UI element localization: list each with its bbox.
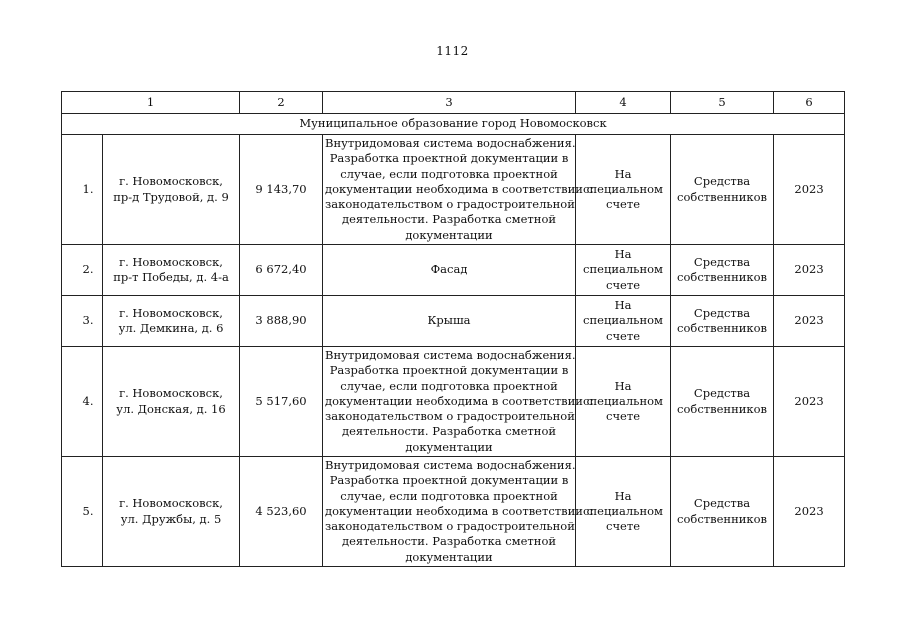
work-type-line: Разработка проектной документации в xyxy=(329,473,569,488)
funding-source-line: собственников xyxy=(677,189,767,204)
year-cell: 2023 xyxy=(774,135,845,245)
year-cell: 2023 xyxy=(774,245,845,296)
funding-source-line: Средства xyxy=(693,254,751,269)
work-type-line: случае, если подготовка проектной xyxy=(340,378,558,393)
address-line: пр-д Трудовой, д. 9 xyxy=(113,189,229,204)
header-cell-3: 3 xyxy=(323,92,576,114)
funding-source-line: Средства xyxy=(693,174,751,189)
table-row xyxy=(62,347,845,457)
work-type-line: документации xyxy=(405,439,493,454)
work-type-line: Разработка проектной документации в xyxy=(329,151,569,166)
header-cell-6: 6 xyxy=(774,92,845,114)
funding-source-line: собственников xyxy=(677,270,767,284)
account-type-line: счете xyxy=(606,197,641,212)
funding-source-cell xyxy=(671,457,774,567)
address-cell xyxy=(103,457,240,567)
header-cell-4: 4 xyxy=(576,92,671,114)
address-line: г. Новомосковск, xyxy=(119,254,223,269)
address-line: ул. Донская, д. 16 xyxy=(116,401,226,416)
account-type-line: На xyxy=(614,298,632,313)
work-type-line: Внутридомовая система водоснабжения. xyxy=(325,348,576,363)
work-type-line: Разработка проектной документации в xyxy=(329,363,569,378)
address-line: г. Новомосковск, xyxy=(119,174,223,189)
work-type-line: Внутридомовая система водоснабжения. xyxy=(325,136,576,151)
area-cell: 5 517,60 xyxy=(240,347,323,457)
address-line: г. Новомосковск, xyxy=(119,496,223,511)
funding-source-line: собственников xyxy=(677,321,767,335)
account-type-cell xyxy=(576,457,671,567)
area-cell: 6 672,40 xyxy=(240,245,323,296)
address-cell xyxy=(103,347,240,457)
header-cell-5: 5 xyxy=(671,92,774,114)
account-type-line: специальном xyxy=(583,313,663,328)
account-type-line: специальном xyxy=(583,393,663,408)
account-type-line: На xyxy=(614,378,632,393)
account-type-line: счете xyxy=(606,519,641,534)
account-type-line: На xyxy=(614,247,632,262)
account-type-line: специальном xyxy=(583,181,663,196)
work-type-line: документации необходима в соответствии с xyxy=(325,181,594,196)
row-number: 5. xyxy=(62,457,103,567)
work-type-line: документации необходима в соответствии с xyxy=(325,503,594,518)
work-type-line: законодательством о градостроительной xyxy=(325,197,575,212)
table-row xyxy=(62,245,845,296)
work-type-cell xyxy=(323,347,594,457)
work-type-line: документации xyxy=(405,549,493,564)
work-type-cell xyxy=(323,245,576,296)
work-type-line: деятельности. Разработка сметной xyxy=(341,424,557,439)
page-number: 1112 xyxy=(436,44,469,58)
work-type-line: деятельности. Разработка сметной xyxy=(341,534,557,549)
work-type-cell xyxy=(323,296,576,347)
work-type-line: документации xyxy=(405,227,493,242)
table-row xyxy=(62,457,845,567)
address-cell xyxy=(103,245,240,296)
address-line: пр-т Победы, д. 4-а xyxy=(113,270,229,284)
funding-source-cell xyxy=(671,296,774,347)
work-type-line: случае, если подготовка проектной xyxy=(340,166,558,181)
account-type-line: На xyxy=(614,488,632,503)
work-type-cell xyxy=(323,135,594,245)
funding-source-line: Средства xyxy=(693,386,751,401)
address-line: ул. Дружбы, д. 5 xyxy=(120,511,222,526)
year-cell: 2023 xyxy=(774,296,845,347)
funding-source-line: собственников xyxy=(677,511,767,526)
account-type-cell xyxy=(576,347,671,457)
account-type-line: На xyxy=(614,166,632,181)
section-row xyxy=(62,114,845,135)
account-type-cell xyxy=(576,245,671,296)
row-number: 3. xyxy=(62,296,103,347)
row-number: 1. xyxy=(62,135,103,245)
table-row xyxy=(62,296,845,347)
work-type-line: случае, если подготовка проектной xyxy=(340,488,558,503)
year-cell: 2023 xyxy=(774,457,845,567)
funding-source-cell xyxy=(671,135,774,245)
account-type-line: счете xyxy=(606,328,641,343)
area-cell: 9 143,70 xyxy=(240,135,323,245)
funding-source-line: Средства xyxy=(693,305,751,320)
work-type-line: деятельности. Разработка сметной xyxy=(341,212,557,227)
row-number: 2. xyxy=(62,245,103,296)
work-type-line: Внутридомовая система водоснабжения. xyxy=(325,458,576,473)
address-line: г. Новомосковск, xyxy=(119,305,223,320)
account-type-cell xyxy=(576,296,671,347)
funding-source-line: Средства xyxy=(693,496,751,511)
account-type-line: счете xyxy=(606,409,641,424)
header-cell-2: 2 xyxy=(240,92,323,114)
work-type-line: законодательством о градостроительной xyxy=(325,519,575,534)
funding-source-line: собственников xyxy=(677,401,767,416)
header-cell-1: 1 xyxy=(62,92,240,114)
account-type-line: специальном xyxy=(583,503,663,518)
area-cell: 4 523,60 xyxy=(240,457,323,567)
year-cell: 2023 xyxy=(774,347,845,457)
address-cell xyxy=(103,296,240,347)
address-cell xyxy=(103,135,240,245)
row-number: 4. xyxy=(62,347,103,457)
account-type-line: специальном xyxy=(583,262,663,277)
address-line: ул. Демкина, д. 6 xyxy=(118,321,224,335)
work-type-line: законодательством о градостроительной xyxy=(325,409,575,424)
capital-repair-table xyxy=(61,91,845,567)
table-body xyxy=(62,135,845,567)
work-type-line: документации необходима в соответствии с xyxy=(325,393,594,408)
section-title: Муниципальное образование город Новомосковск xyxy=(62,114,845,135)
area-cell: 3 888,90 xyxy=(240,296,323,347)
funding-source-cell xyxy=(671,347,774,457)
work-type-line: Фасад xyxy=(430,262,468,277)
funding-source-cell xyxy=(671,245,774,296)
header-row xyxy=(62,92,845,114)
account-type-cell xyxy=(576,135,671,245)
work-type-cell xyxy=(323,457,594,567)
address-line: г. Новомосковск, xyxy=(119,386,223,401)
work-type-line: Крыша xyxy=(427,313,471,328)
table-row xyxy=(62,135,845,245)
account-type-line: счете xyxy=(606,277,641,292)
